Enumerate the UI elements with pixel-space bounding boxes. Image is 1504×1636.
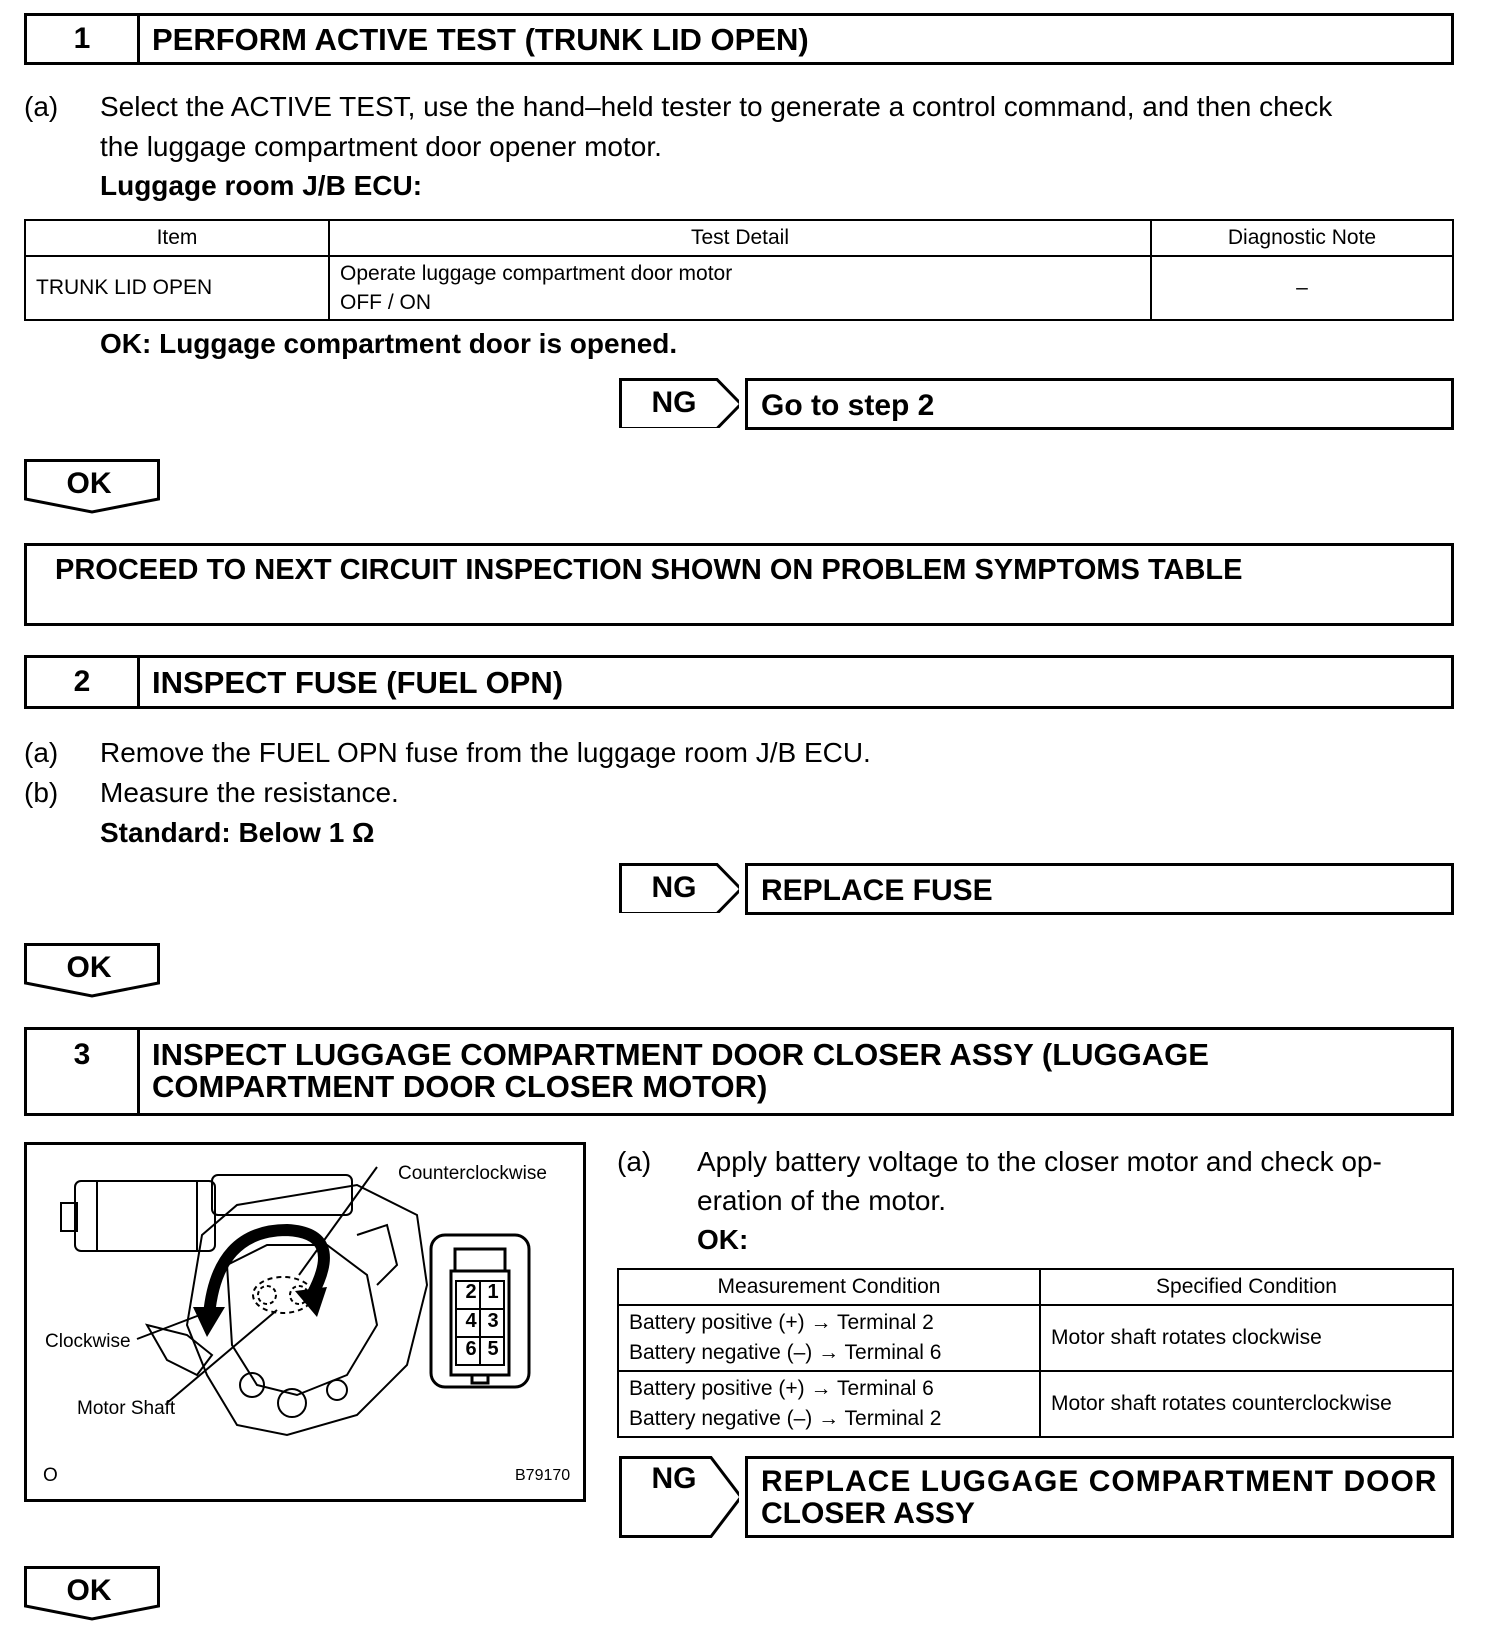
- step-number: 3: [27, 1030, 140, 1113]
- item-label-b: (b): [24, 777, 59, 808]
- condition-line: Battery positive (+) → Terminal 2: [629, 1311, 934, 1334]
- step-number: 1: [27, 16, 140, 62]
- ng-target: [745, 863, 1454, 915]
- terminal-number: 5: [487, 1338, 499, 1360]
- ng-target-text: Go to step 2: [761, 389, 935, 422]
- ok-heading: OK:: [697, 1224, 749, 1255]
- table-cell: [329, 256, 1151, 320]
- step-title: PERFORM ACTIVE TEST (TRUNK LID OPEN): [152, 22, 809, 57]
- table-header: Specified Condition: [1040, 1269, 1453, 1305]
- instruction-text: the luggage compartment door opener motor.: [100, 131, 662, 162]
- clockwise-label: Clockwise: [45, 1331, 131, 1352]
- subheading: Luggage room J/B ECU:: [100, 170, 423, 201]
- instruction-text: Apply battery voltage to the closer motor and check op-: [697, 1146, 1382, 1177]
- ok-label: OK: [66, 467, 112, 500]
- condition-line: Battery negative (–) → Terminal 6: [629, 1341, 942, 1364]
- ng-target: [745, 378, 1454, 430]
- step-3-header: [24, 1027, 1454, 1116]
- terminal-number: 3: [487, 1310, 499, 1332]
- table-cell: TRUNK LID OPEN: [25, 256, 329, 320]
- motor-check-table: [617, 1268, 1454, 1438]
- proceed-text: PROCEED TO NEXT CIRCUIT INSPECTION SHOWN ON PROBLEM SYMPTOMS TABLE: [55, 554, 1243, 586]
- step-2-header: [24, 655, 1454, 709]
- step-title: COMPARTMENT DOOR CLOSER MOTOR): [152, 1069, 768, 1104]
- ng-target-text: CLOSER ASSY: [761, 1497, 975, 1530]
- terminal-number: 2: [465, 1281, 477, 1303]
- ng-target: [745, 1456, 1454, 1538]
- table-cell: [618, 1305, 1040, 1371]
- terminal-number: 4: [465, 1310, 477, 1332]
- ng-label: NG: [651, 386, 697, 419]
- active-test-table: [24, 219, 1454, 321]
- table-cell: [618, 1371, 1040, 1437]
- item-label-a: (a): [24, 737, 59, 768]
- ng-branch: [619, 1456, 1454, 1538]
- instruction-text: eration of the motor.: [697, 1185, 947, 1216]
- standard-value: Standard: Below 1 Ω: [100, 817, 375, 848]
- table-cell: Motor shaft rotates counterclockwise: [1040, 1371, 1453, 1437]
- table-row: [25, 256, 1453, 320]
- terminal-number: 1: [487, 1281, 499, 1303]
- table-header: Test Detail: [329, 220, 1151, 256]
- item-label-a: (a): [617, 1146, 652, 1177]
- item-label-a: (a): [24, 91, 59, 122]
- ng-target-text: REPLACE FUSE: [761, 874, 993, 907]
- table-row: [618, 1371, 1453, 1437]
- ng-label: NG: [651, 1462, 697, 1495]
- table-cell: Motor shaft rotates clockwise: [1040, 1305, 1453, 1371]
- step-number: 2: [27, 658, 140, 706]
- table-header: Item: [25, 220, 329, 256]
- motor-shaft-label: Motor Shaft: [77, 1398, 176, 1419]
- table-header: Measurement Condition: [618, 1269, 1040, 1305]
- corner-mark: O: [43, 1465, 58, 1486]
- proceed-box: [24, 543, 1454, 626]
- detail-line: Operate luggage compartment door motor: [340, 262, 733, 285]
- ok-label: OK: [66, 1574, 112, 1607]
- ok-condition: OK: Luggage compartment door is opened.: [100, 328, 678, 359]
- table-row: [618, 1305, 1453, 1371]
- ng-branch: [619, 863, 1454, 915]
- ng-branch: [619, 378, 1454, 430]
- closer-motor-figure: [24, 1142, 586, 1502]
- table-cell: –: [1151, 256, 1453, 320]
- terminal-number: 6: [465, 1338, 477, 1360]
- table-header: Diagnostic Note: [1151, 220, 1453, 256]
- step-title: INSPECT LUGGAGE COMPARTMENT DOOR CLOSER ASSY (LUGGAGE: [152, 1037, 1209, 1072]
- condition-line: Battery positive (+) → Terminal 6: [629, 1377, 934, 1400]
- instruction-text: Measure the resistance.: [100, 777, 399, 808]
- counterclockwise-label: Counterclockwise: [398, 1163, 547, 1184]
- condition-line: Battery negative (–) → Terminal 2: [629, 1407, 942, 1430]
- ng-target-text: REPLACE LUGGAGE COMPARTMENT DOOR: [761, 1465, 1438, 1498]
- ng-label: NG: [651, 871, 697, 904]
- figure-id: B79170: [515, 1467, 571, 1484]
- step-1-header: [24, 13, 1454, 65]
- instruction-text: Select the ACTIVE TEST, use the hand–held tester to generate a control command, and then check: [100, 91, 1333, 122]
- instruction-text: Remove the FUEL OPN fuse from the luggage room J/B ECU.: [100, 737, 871, 768]
- step-title: INSPECT FUSE (FUEL OPN): [152, 665, 564, 700]
- detail-line: OFF / ON: [340, 291, 431, 314]
- ok-label: OK: [66, 951, 112, 984]
